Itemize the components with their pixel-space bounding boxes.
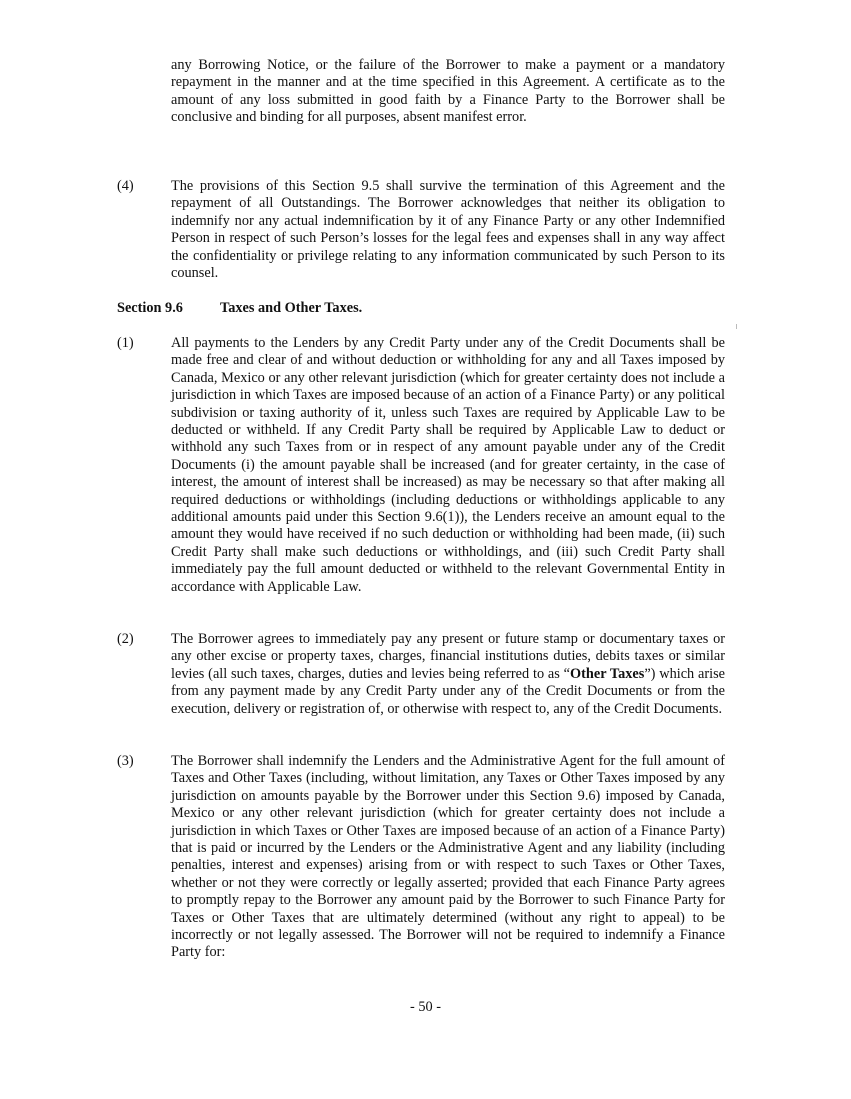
item-2-text-after: ”) which arise from any payment made by any Credit Party under any of the Credit Documents or from the execution, delivery or registration of, or otherwise with respect to, any of the Credit Documents. [171,665,726,717]
item-4-text: The provisions of this Section 9.5 shall survive the termination of this Agreement and the repayment of all Outstandings. The Borrower acknowledges that neither its obligation to indemnify nor any actual indemnification by it of any Finance Party or any other Indemnified Person in respect of such Person’s losses for the legal fees and expenses shall in any way affect the confidentiality or privilege relating to any information communicated by such Person to its counsel. [171,178,725,282]
item-2-text-before: The Borrower agrees to immediately pay any present or future stamp or documentary taxes or any other excise or property taxes, charges, financial institutions duties, debits taxes or similar levies (all such taxes, charges, duties and levies being referred to as “ [171,631,725,682]
section-number: Section 9.6 [117,300,183,316]
item-1-text: All payments to the Lenders by any Credit Party under any of the Credit Documents shall be made free and clear of and without deduction or withholding for any and all Taxes imposed by Canada, Mexico or any other relevant jurisdiction (which for greater certainty does not include a jurisdiction in which Taxes are imposed because of an action of a Finance Party) or any political subdivision or taxing authority of it, unless such Taxes are required by Applicable Law to be deducted or withheld. If any Credit Party shall be required by Applicable Law to deduct or withhold any such Taxes from or in respect of any amount payable under any of the Credit Documents (i) the amount payable shall be increased (and for greater certainty, in the case of interest, the amount of interest shall be increased) as may be necessary so that after making all required deductions or withholdings (including deductions or withholdings applicable to any additional amounts paid under this Section 9.6(1)), the Lenders receive an amount equal to the amount they would have received if no such deduction or withholding had been made, (ii) such Credit Party shall make such deductions or withholdings, and (iii) such Credit Party shall immediately pay the full amount deducted or withheld to the relevant Governmental Entity in accordance with Applicable Law. [171,335,725,595]
defined-term-other-taxes: Other Taxes [570,665,645,682]
page-number: - 50 - [410,999,441,1015]
item-3-number: (3) [117,753,134,769]
section-title: Taxes and Other Taxes. [220,300,363,316]
intro-paragraph: any Borrowing Notice, or the failure of the Borrower to make a payment or a mandatory repayment in the manner and at the time specified in this Agreement. A certificate as to the amount of any loss submitted in good faith by a Finance Party to the Borrower shall be conclusive and binding for all purposes, absent manifest error. [171,57,725,126]
item-1-number: (1) [117,335,134,351]
item-4-number: (4) [117,178,134,194]
section-heading [117,300,363,317]
margin-mark [736,324,737,329]
item-3-text: The Borrower shall indemnify the Lenders and the Administrative Agent for the full amount of Taxes and Other Taxes (including, without limitation, any Taxes or Other Taxes imposed by any jurisdiction on amounts payable by the Borrower under this Section 9.6) imposed by Canada, Mexico or any other relevant jurisdiction (which for greater certainty does not include a jurisdiction in which Taxes or Other Taxes are imposed because of an action of a Finance Party) that is paid or incurred by the Lenders or the Administrative Agent and any liability (including penalties, interest and expenses) arising from or with respect to such Taxes or Other Taxes, whether or not they were correctly or legally asserted; provided that each Finance Party agrees to promptly repay to the Borrower any amount paid by the Borrower to such Finance Party for Taxes or Other Taxes that are ultimately determined (without any right to appeal) to be incorrectly or not legally assessed. The Borrower will not be required to indemnify a Finance Party for: [171,753,725,961]
item-2-number: (2) [117,631,134,647]
item-2-text [171,631,725,718]
